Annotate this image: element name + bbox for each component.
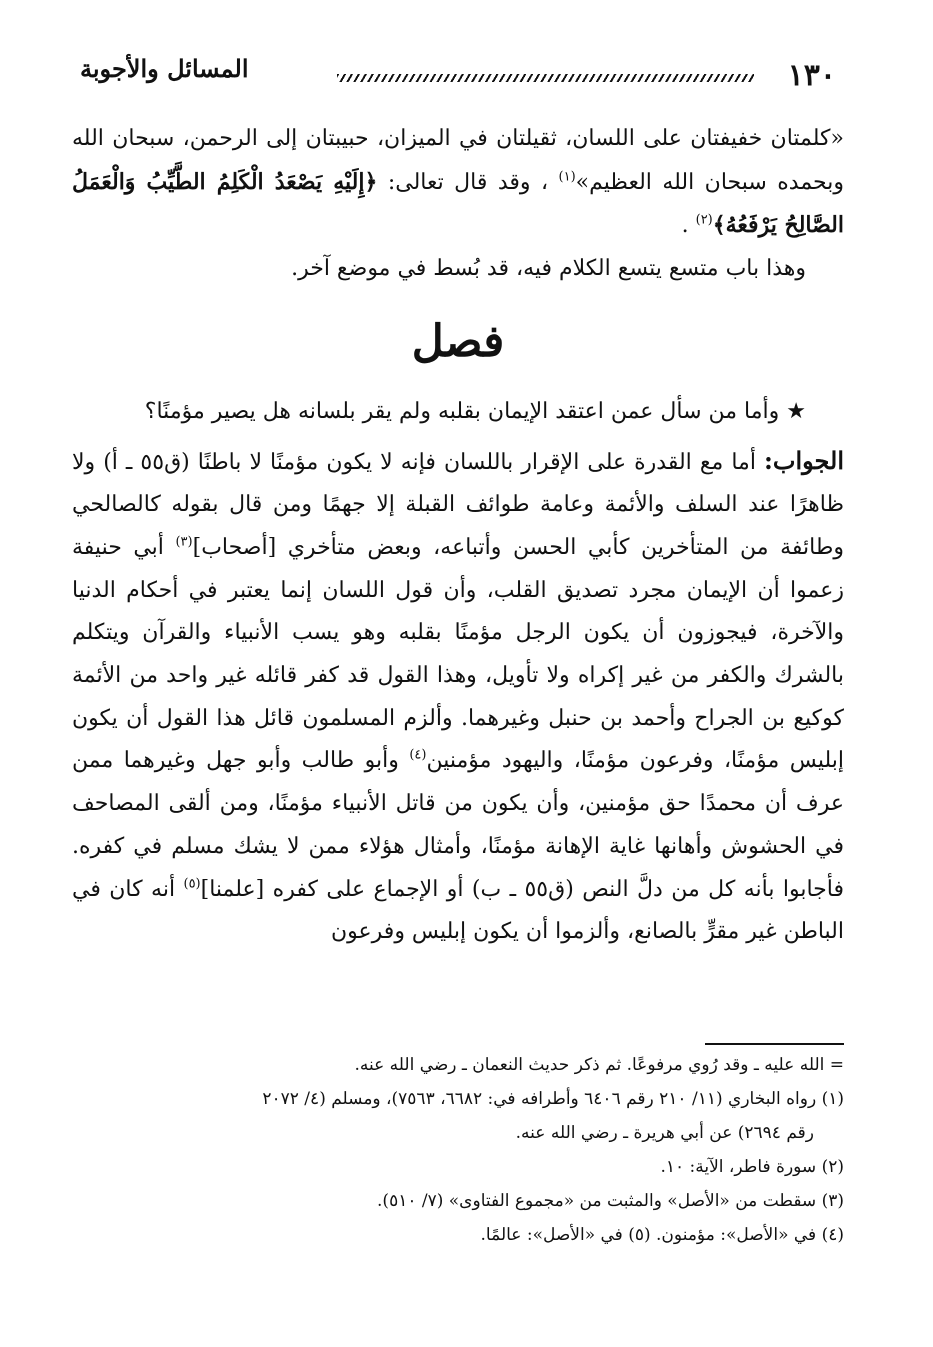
footnote-ref-4: (٤) xyxy=(409,748,427,764)
answer-text-1: أما مع القدرة على الإقرار باللسان فإنه لا يكون مؤمنًا لا باطنًا (ق٥٥ ـ أ) ولا ظاهرًا عند السلف والأئمة وعامة طوائف القبلة إلا جهمًا ومن قال بقوله كالصالحي وطائفة من المتأخرين كأبي الحسن وأتباعه، وبعض متأخري [أصحاب] xyxy=(72,449,844,560)
footnote-ref-1: (١) xyxy=(558,169,576,185)
connector-text: ، وقد قال تعالى: xyxy=(387,169,549,195)
footnote-line: = الله عليه ـ وقد رُوي مرفوعًا. ثم ذكر حديث النعمان ـ رضي الله عنه. xyxy=(354,1055,844,1075)
footnotes xyxy=(72,1048,844,1252)
answer-text-3: وأبو طالب وأبو جهل وغيرهما ممن عرف أن محمدًا حق مؤمنين، وأن يكون من قاتل الأنبياء مؤمنًا، ومن ألقى المصاحف في الحشوش وأهانها غاية الإهانة مؤمنًا، وأمثال هؤلاء ممن لا يشك مسلم في كفره. فأجابوا بأنه كل من دلَّ النص (ق٥٥ ـ ب) أو الإجماع على كفره [علمنا] xyxy=(72,748,844,902)
paragraph-hadith xyxy=(72,118,844,248)
footnote-line: (٤) في «الأصل»: مؤمنون. (٥) في «الأصل»: عالمًا. xyxy=(480,1225,844,1245)
section-title: فصل xyxy=(411,315,505,367)
footnote-rule xyxy=(705,1043,844,1045)
answer-paragraph xyxy=(72,440,844,954)
paragraph-note: وهذا باب متسع يتسع الكلام فيه، قد بُسط في موضع آخر. xyxy=(291,256,806,282)
question-text: ★ وأما من سأل عمن اعتقد الإيمان بقلبه ولم يقر بلسانه هل يصير مؤمنًا؟ xyxy=(144,398,806,424)
quran-verse: ﴿إِلَيْهِ يَصْعَدُ الْكَلِمُ الطَّيِّبُ وَالْعَمَلُ الصَّالِحُ يَرْفَعُهُ﴾ xyxy=(72,168,844,239)
footnote-ref-3: (٣) xyxy=(175,534,193,550)
header-rule xyxy=(337,74,754,82)
footnote-ref-2: (٢) xyxy=(695,213,713,229)
footnote-line: رقم ٢٦٩٤) عن أبي هريرة ـ رضي الله عنه. xyxy=(515,1123,814,1143)
sentence-end: . xyxy=(681,213,689,239)
page-number: ١٣٠ xyxy=(787,58,836,93)
footnote-line: (٢) سورة فاطر، الآية: ١٠. xyxy=(660,1157,844,1177)
main-text xyxy=(72,118,844,954)
footnote-line: (١) رواه البخاري (١١/ ٢١٠ رقم ٦٤٠٦ وأطرافه في: ٦٦٨٢، ٧٥٦٣)، ومسلم (٤/ ٢٠٧٢ xyxy=(262,1089,844,1109)
answer-label: الجواب: xyxy=(764,445,844,475)
page-header xyxy=(72,48,844,93)
answer-text-2: أبي حنيفة زعموا أن الإيمان مجرد تصديق القلب، وأن قول اللسان إنما يعتبر في أحكام الدنيا والآخرة، فيجوزون أن يكون الرجل مؤمنًا بقلبه وهو يسب الأنبياء والقرآن ويتكلم بالشرك والكفر من غير إكراه ولا تأويل، وهذا القول قد كفر قائله غير واحد من الأئمة كوكيع بن الجراح وأحمد بن حنبل وغيرهما. وألزم المسلمون قائل هذا القول أن يكون إبليس مؤمنًا، وفرعون مؤمنًا، واليهود مؤمنين xyxy=(72,534,845,774)
hadith-quote: «كلمتان خفيفتان على اللسان، ثقيلتان في الميزان، حبيبتان إلى الرحمن، سبحان الله وبحمده سبحان الله العظيم» xyxy=(72,126,844,195)
document-page xyxy=(72,40,844,1320)
footnote-line: (٣) سقطت من «الأصل» والمثبت من «مجموع الفتاوى» (٧/ ٥١٠). xyxy=(377,1191,844,1211)
footnote-ref-5: (٥) xyxy=(183,876,201,892)
book-title: المسائل والأجوبة xyxy=(80,54,249,83)
answer-text-4: أنه كان في الباطن غير مقرٍّ بالصانع، وألزموا أن يكون إبليس وفرعون xyxy=(72,876,844,945)
